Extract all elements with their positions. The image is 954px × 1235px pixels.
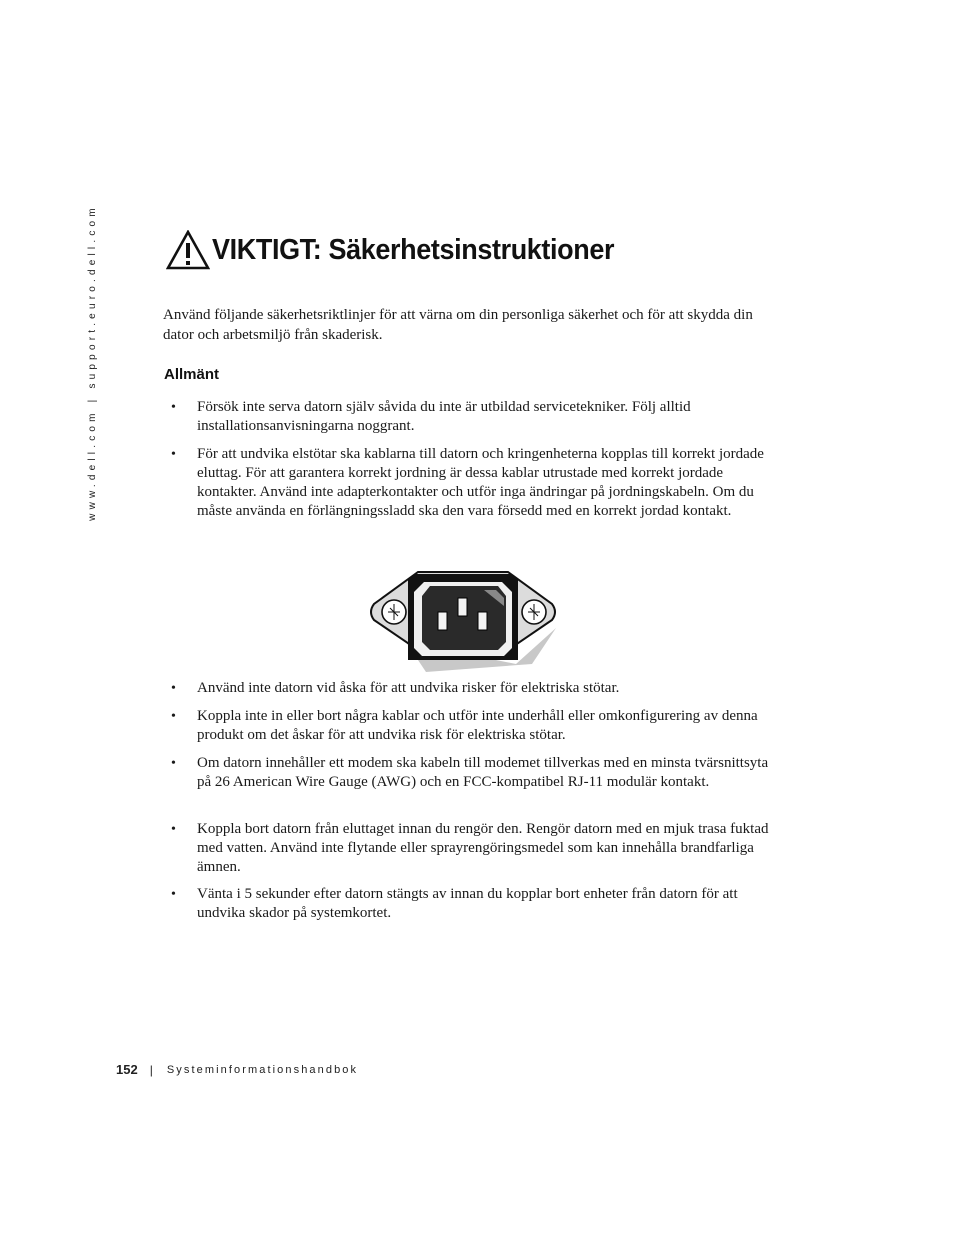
page-title-text: VIKTIGT: Säkerhetsinstruktioner	[212, 233, 615, 266]
bullet-icon: •	[171, 887, 176, 902]
warning-triangle-icon	[166, 230, 210, 270]
list-item: • Om datorn innehåller ett modem ska kabeln till modemet tillverkas med en minsta tvärsnittsyta på 26 American Wire Gauge (AWG) och en FCC-kompatibel RJ-11 modulär kontakt.	[171, 755, 769, 790]
list-item: • För att undvika elstötar ska kablarna till datorn och kringenheterna kopplas till korrekt jordade eluttag. För att garantera korrekt jordning är dessa kablar utrustade med korrekt jordade kontakter. Använd inte adapterkontakter och utför inga ändringar på jordningskabeln. Om du måste använda en förlängningssladd ska den vara försedd med en korrekt jordad kontakt.	[171, 446, 764, 519]
sidebar-url	[84, 203, 100, 521]
page-title	[166, 229, 806, 271]
intro-paragraph: Använd följande säkerhetsriktlinjer för att värna om din personliga säkerhet och för att skydda din dator och arbetsmiljö från skaderisk.	[163, 307, 753, 343]
footer-separator: |	[149, 1062, 153, 1077]
list-item: • Använd inte datorn vid åska för att undvika risker för elektriska stötar.	[171, 680, 620, 696]
list-item: • Försök inte serva datorn själv såvida du inte är utbildad servicetekniker. Följ alltid installationsanvisningarna noggrant.	[171, 399, 691, 434]
list-item: • Koppla inte in eller bort några kablar och utför inte underhåll eller omkonfigurering av denna produkt om det åskar för att undvika risk för elektriska stötar.	[171, 708, 758, 743]
bullet-icon: •	[171, 756, 176, 771]
bullet-icon: •	[171, 709, 176, 724]
power-connector-illustration	[366, 568, 560, 674]
section-heading: Allmänt	[164, 366, 220, 383]
bullet-icon: •	[171, 447, 176, 462]
bullet-icon: •	[171, 822, 176, 837]
book-title: Systeminformationshandbok	[166, 1063, 359, 1076]
list-item: • Vänta i 5 sekunder efter datorn stängts av innan du kopplar bort enheter från datorn för att undvika skador på systemkortet.	[171, 886, 738, 921]
page-number: 152	[116, 1062, 138, 1077]
list-item: • Koppla bort datorn från eluttaget innan du rengör den. Rengör datorn med en mjuk trasa fuktad med vatten. Använd inte flytande eller sprayrengöringsmedel som kan innehålla brandfarliga ämnen.	[171, 821, 769, 875]
sidebar-url-text: www.dell.com | support.euro.dell.com	[86, 203, 98, 521]
bullet-icon: •	[171, 681, 176, 696]
page-footer	[116, 1062, 358, 1077]
bullet-icon: •	[171, 400, 176, 415]
